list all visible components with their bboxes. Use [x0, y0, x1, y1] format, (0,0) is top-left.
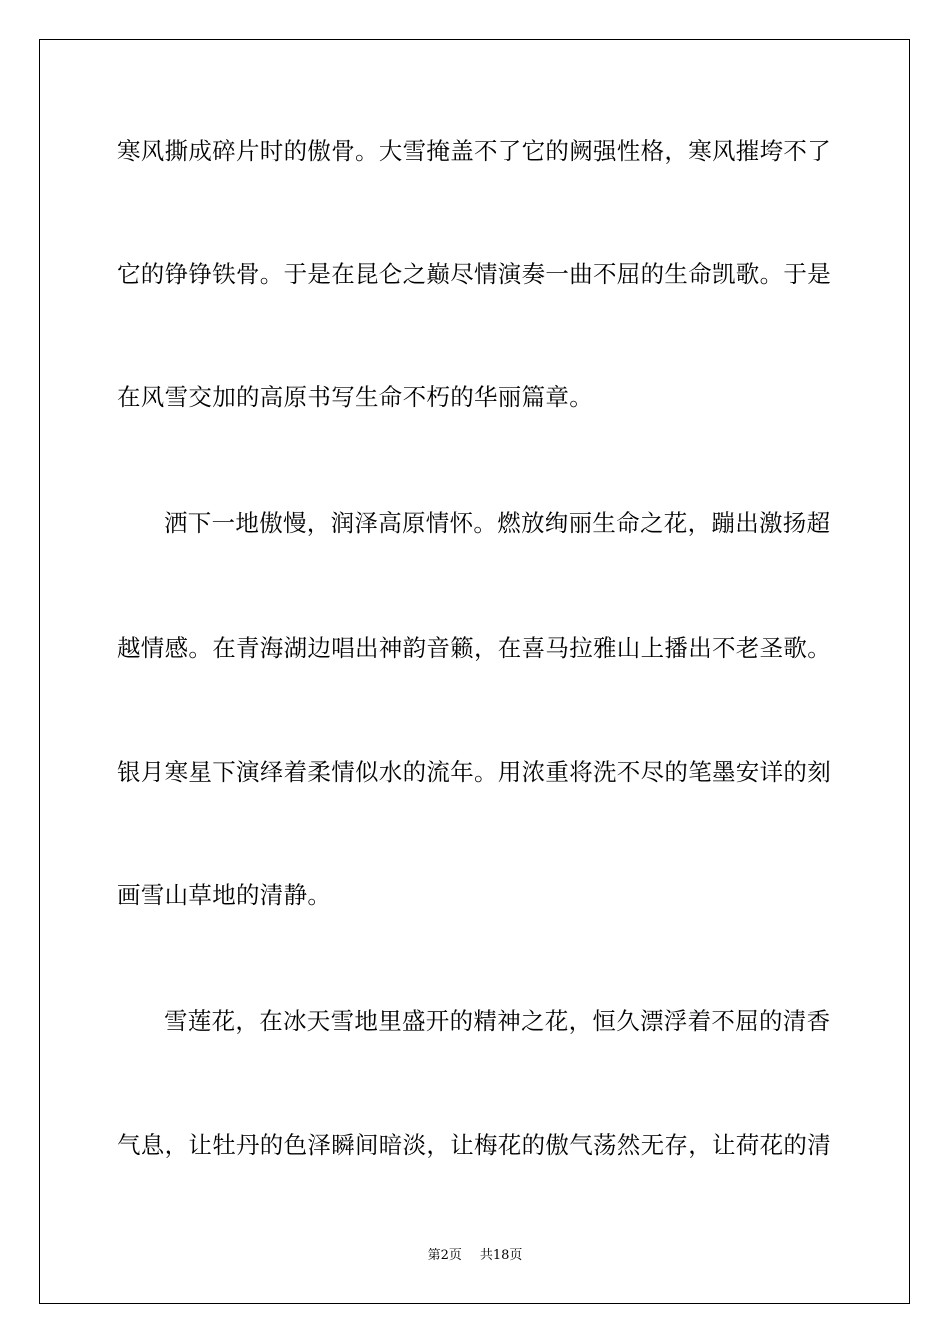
page-border — [39, 39, 910, 1304]
text-line-2: 它的铮铮铁骨。于是在昆仑之巅尽情演奏一曲不屈的生命凯歌。于是 — [117, 260, 831, 288]
total-pages: 共18页 — [479, 1248, 523, 1263]
text-line-3: 在风雪交加的高原书写生命不朽的华丽篇章。 — [117, 383, 593, 411]
text-line-9: 气息，让牡丹的色泽瞬间暗淡，让梅花的傲气荡然无存，让荷花的清 — [117, 1131, 831, 1159]
text-line-6: 银月寒星下演绎着柔情似水的流年。用浓重将洗不尽的笔墨安详的刻 — [117, 758, 831, 786]
text-line-5: 越情感。在青海湖边唱出神韵音籁，在喜马拉雅山上播出不老圣歌。 — [117, 634, 831, 662]
text-line-4: 洒下一地傲慢，润泽高原情怀。燃放绚丽生命之花，蹦出激扬超 — [164, 509, 831, 537]
page-number: 第2页 — [427, 1248, 462, 1263]
page-footer — [0, 1246, 950, 1266]
text-line-1: 寒风撕成碎片时的傲骨。大雪掩盖不了它的阙强性格，寒风摧垮不了 — [117, 137, 831, 165]
text-line-8: 雪莲花，在冰天雪地里盛开的精神之花，恒久漂浮着不屈的清香 — [164, 1007, 831, 1035]
text-line-7: 画雪山草地的清静。 — [117, 881, 332, 909]
